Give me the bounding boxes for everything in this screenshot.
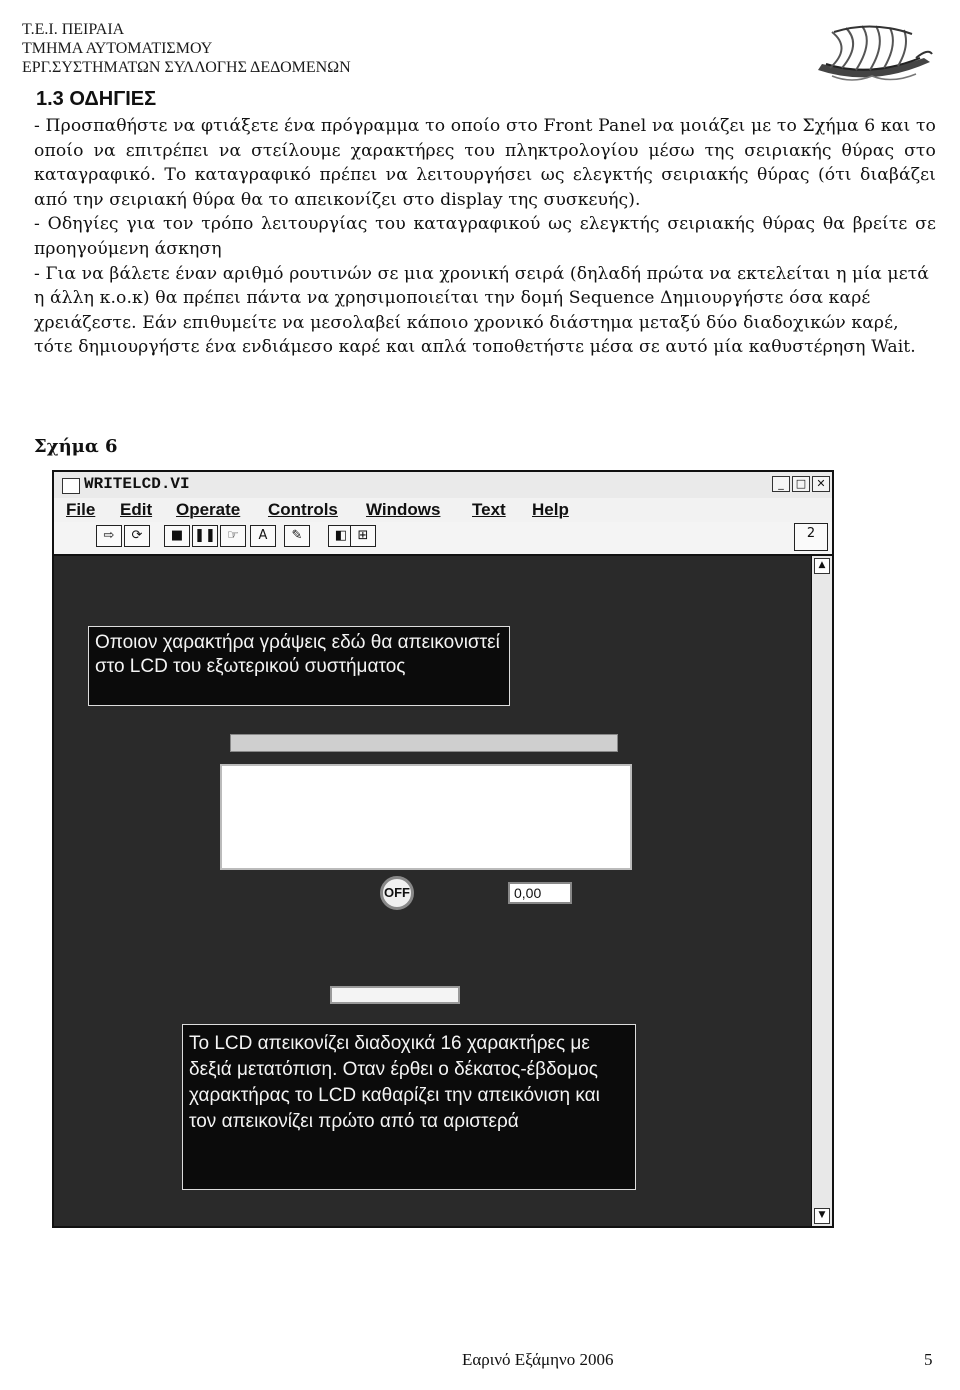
figure-caption: Σχήμα 6 (34, 436, 118, 457)
pause-icon[interactable]: ❚❚ (192, 525, 218, 547)
continuous-run-icon[interactable]: ⟳ (124, 525, 150, 547)
page-number: 5 (924, 1350, 933, 1369)
string-input-control[interactable] (220, 764, 632, 870)
menu-windows[interactable]: Windows (366, 500, 441, 519)
string-control-label-strip (230, 734, 618, 752)
menu-file[interactable]: File (66, 500, 96, 519)
color-tool-icon[interactable]: ✎ (284, 525, 310, 547)
scroll-up-icon[interactable]: ▲ (814, 558, 830, 574)
close-icon[interactable]: ✕ (812, 476, 830, 492)
instructions-block (34, 114, 936, 360)
scroll-down-icon[interactable]: ▼ (814, 1208, 830, 1224)
lab-name: ΕΡΓ.ΣΥΣΤΗΜΑΤΩΝ ΣΥΛΛΟΓΗΣ ΔΕΔΟΜΕΝΩΝ (22, 59, 351, 76)
menu-edit[interactable]: Edit (120, 500, 153, 519)
window-titlebar (54, 472, 832, 498)
footer-semester: Εαρινό Εξάμηνο 2006 (462, 1350, 614, 1369)
vi-window-icon (62, 478, 80, 494)
department-name: ΤΜΗΜΑ ΑΥΤΟΜΑΤΙΣΜΟΥ (22, 40, 213, 57)
instruction-paragraph-2: - Οδηγίες για τον τρόπο λειτουργίας του καταγραφικού ως ελεγκτής σειριακής θύρας θα βρείτε σε προηγούμενη άσκηση (34, 214, 936, 259)
institution-name: Τ.Ε.Ι. ΠΕΙΡΑΙΑ (22, 21, 125, 38)
vi-connector-icon[interactable]: 2 (794, 523, 828, 551)
instruction-paragraph-3: - Για να βάλετε έναν αριθμό ρουτινών σε μια χρονική σειρά (δηλαδή πρώτα να εκτελείται η μία μετά η άλλη κ.ο.κ) θα πρέπει πάντα να χρησιμοποιείται την δομή Sequence Δημιουργήστε όσα καρέ χρειάζεστε. Εάν επιθυμείτε να μεσολαβεί κάποιο χρονικό διάστημα μεταξύ δύο διαδοχικών καρέ, τότε δημιουργήστε ένα ενδιάμεσο καρέ και απλά τοποθετήστε μέσα σε αυτό μία καθυστέρηση Wait. (34, 263, 930, 358)
institution-header (22, 20, 351, 77)
numeric-indicator[interactable]: 0,00 (508, 882, 572, 904)
window-title: WRITELCD.VI (84, 475, 190, 493)
menu-controls[interactable]: Controls (268, 500, 338, 519)
minimize-icon[interactable]: _ (772, 476, 790, 492)
menu-bar (54, 498, 832, 522)
labview-window (52, 470, 834, 1228)
toolbar (54, 522, 832, 556)
instruction-label-top: Οποιον χαρακτήρα γράψεις εδώ θα απεικονιστεί στο LCD του εξωτερικού συστήματος (88, 626, 510, 706)
front-panel (54, 556, 814, 1226)
dropper-tool-icon[interactable]: ◧ (328, 525, 354, 547)
ancient-ship-logo-icon (812, 18, 936, 90)
maximize-icon[interactable]: □ (792, 476, 810, 492)
stop-icon[interactable]: ■ (164, 525, 190, 547)
align-tool-icon[interactable]: ⊞ (350, 525, 376, 547)
vertical-scrollbar[interactable] (811, 556, 832, 1226)
section-heading: 1.3 ΟΔΗΓΙΕΣ (36, 88, 157, 110)
menu-operate[interactable]: Operate (176, 500, 241, 519)
operate-tool-icon[interactable]: ☞ (220, 525, 246, 547)
text-tool-icon[interactable]: A (250, 525, 276, 547)
menu-text[interactable]: Text (472, 500, 506, 519)
instruction-paragraph-1: - Προσπαθήστε να φτιάξετε ένα πρόγραμμα το οποίο στο Front Panel να μοιάζει με το Σχήμα 6 και το οποίο να επιτρέπει να στείλουμε χαρακτήρες του πληκτρολογίου μέσω της σειριακής θύρας στο καταγραφικό. Το καταγραφικό πρέπει να λειτουργήσει ως ελεγκτής σειριακής θύρας (ότι διαβάζει από την σειριακή θύρα θα το απεικονίζει στο display της συσκευής). (34, 116, 936, 210)
lcd-string-indicator (330, 986, 460, 1004)
off-toggle-button[interactable]: OFF (380, 876, 414, 910)
instruction-label-bottom: Το LCD απεικονίζει διαδοχικά 16 χαρακτήρες με δεξιά μετατόπιση. Οταν έρθει ο δέκατος-έβδομος χαρακτήρας το LCD καθαρίζει την απεικόνιση και τον απεικονίζει πρώτο από τα αριστερά (182, 1024, 636, 1190)
menu-help[interactable]: Help (532, 500, 569, 519)
run-arrow-icon[interactable]: ⇨ (96, 525, 122, 547)
